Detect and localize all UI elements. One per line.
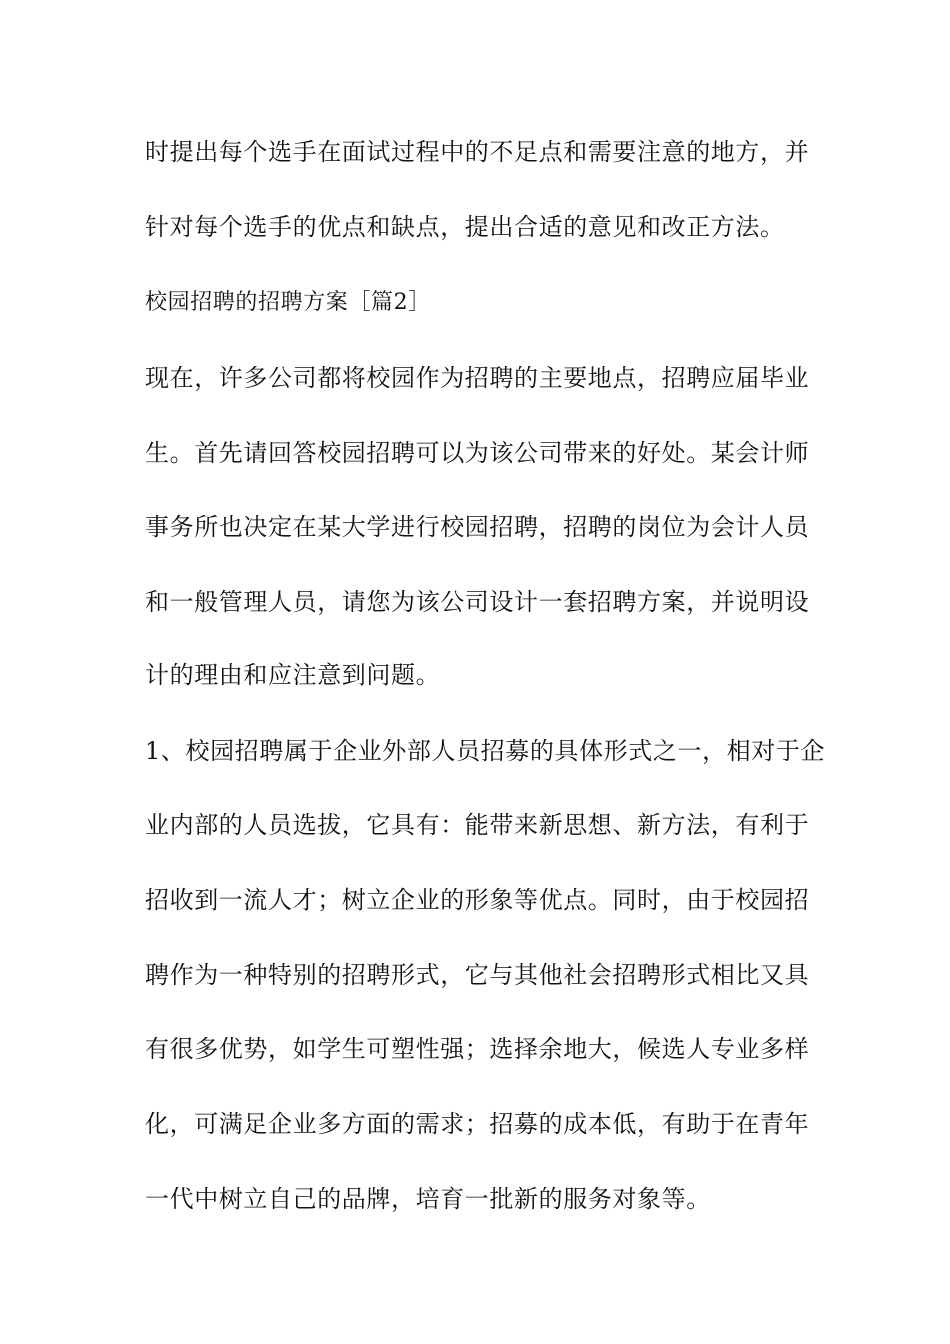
text-line: 时提出每个选手在面试过程中的不足点和需要注意的地方，并 [145, 138, 810, 166]
text-line: 针对每个选手的优点和缺点，提出合适的意见和改正方法。 [145, 213, 785, 241]
text-line: 招收到一流人才；树立企业的形象等优点。同时，由于校园招 [145, 886, 810, 914]
text-line: 业内部的人员选拔，它具有：能带来新思想、新方法，有利于 [145, 811, 810, 839]
text-line: 一代中树立自己的品牌，培育一批新的服务对象等。 [145, 1185, 711, 1213]
text-line: 化，可满足企业多方面的需求；招募的成本低，有助于在青年 [145, 1110, 810, 1138]
text-line: 和一般管理人员，请您为该公司设计一套招聘方案，并说明设 [145, 588, 810, 616]
section-heading: 校园招聘的招聘方案［篇2］ [145, 290, 431, 315]
text-line: 计的理由和应注意到问题。 [145, 661, 441, 689]
text-line: 生。首先请回答校园招聘可以为该公司带来的好处。某会计师 [145, 439, 810, 467]
text-line: 1、校园招聘属于企业外部人员招募的具体形式之一，相对于企 [145, 737, 826, 765]
text-line: 现在，许多公司都将校园作为招聘的主要地点，招聘应届毕业 [145, 364, 810, 392]
text-line: 有很多优势，如学生可塑性强；选择余地大，候选人专业多样 [145, 1035, 810, 1063]
text-line: 聘作为一种特别的招聘形式，它与其他社会招聘形式相比又具 [145, 961, 810, 989]
text-line: 事务所也决定在某大学进行校园招聘，招聘的岗位为会计人员 [145, 513, 810, 541]
